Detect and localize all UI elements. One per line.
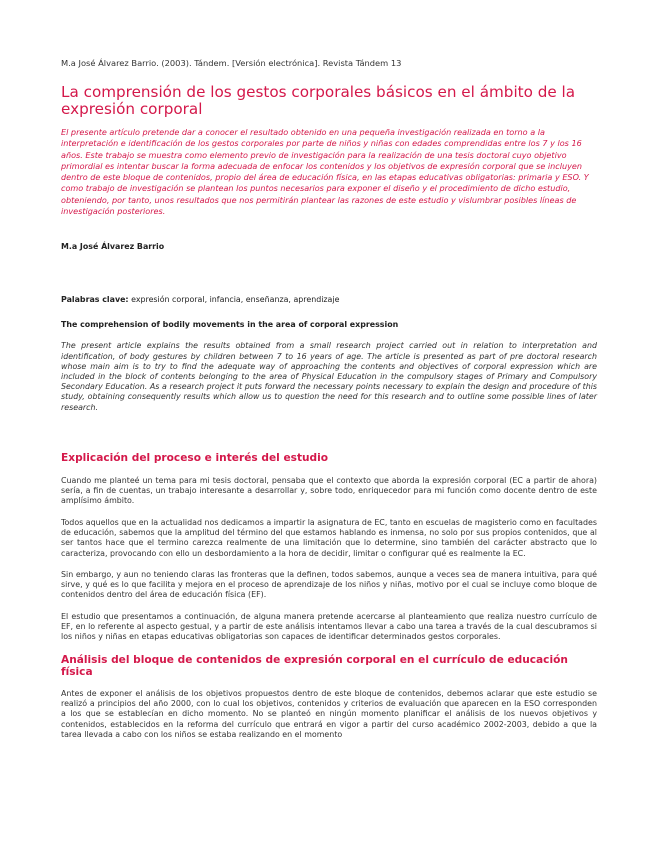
section-heading-process: Explicación del proceso e interés del estudio [61,451,329,464]
article-title: La comprensión de los gestos corporales básicos en el ámbito de la expresión corporal [61,83,576,118]
english-abstract: The present article explains the results obtained from a small research project carried out in relation to interpretation and identification, of body gestures by children between 7 to 16 years of age. The article is presented as part of pre doctoral research whose main aim is to try to find the adequate way of approaching the contents and objectives of corporal expression which are included in the block of contents belonging to the area of Physical Education in the compulsory stages of Primary and Compulsory Secondary Education. As a research project it puts forward the necessary points necessary to explain the design and procedure of this study, obtaining consequently results which allow us to question the need for this research and to outline some possible lines of later research. [61,341,597,412]
citation-line: M.a José Álvarez Barrio. (2003). Tándem. [Versión electrónica]. Revista Tándem 13 [61,58,402,68]
keywords-text: expresión corporal, infancia, enseñanza, aprendizaje [128,295,340,305]
english-title: The comprehension of bodily movements in the area of corporal expression [61,320,399,330]
paragraph: Sin embargo, y aun no teniendo claras las fronteras que la definen, todos sabemos, aunque a veces sea de manera intuitiva, para qué sirve, y qué es lo que facilita y mejora en el proceso de aprendizaje de los niños y niñas, motivo por el cual se incluye como bloque de contenidos dentro del área de educación física (EF). [61,569,597,600]
keywords-label: Palabras clave: [61,295,129,305]
paragraph: Todos aquellos que en la actualidad nos dedicamos a impartir la asignatura de EC, tanto en escuelas de magisterio como en facultades de educación, sabemos que la amplitud del término del que estamos hablando es inmensa, no solo por sus propios contenidos, que al ser tantos hace que el termino carezca realmente de una limitación que lo determine, sino también del carácter abstracto que lo caracteriza, provocando con ello un desbordamiento a la hora de decidir, limitar o configurar qué es realmente la EC. [61,517,597,558]
paragraph: Antes de exponer el análisis de los objetivos propuestos dentro de este bloque de contenidos, debemos aclarar que este estudio se realizó a principios del año 2000, con lo cual los objetivos, contenidos y criterios de evaluación que aparecen en la ESO corresponden a los que se establecían en dicho momento. No se planteó en ningún momento planificar el análisis de los nuevos objetivos y contenidos, establecidos en la reforma del currículo que entrará en vigor a partir del curso académico 2002-2003, debido a que la tarea llevada a cabo con los niños se estaba realizando en el momento [61,688,597,739]
spanish-abstract: El presente artículo pretende dar a conocer el resultado obtenido en una pequeña investigación realizada en torno a la interpretación e identificación de los gestos corporales por parte de niños y niñas con edades comprendidas entre los 7 y los 16 años. Este trabajo se muestra como elemento previo de investigación para la realización de una tesis doctoral cuyo objetivo primordial es intentar buscar la forma adecuada de enfocar los contenidos y los objetivos de expresión corporal que se incluyen dentro de este bloque de contenidos, propio del área de educación física, en las etapas educativas obligatorias: primaria y ESO. Y como trabajo de investigación se plantean los puntos necesarios para exponer el diseño y el procedimiento de dicho estudio, obteniendo, por tanto, unos resultados que nos permitirán plantear las razones de este estudio y vislumbrar posibles líneas de investigación posteriores. [61,127,589,217]
section-heading-analysis: Análisis del bloque de contenidos de expresión corporal en el currículo de educación física [61,653,568,678]
paragraph: Cuando me planteé un tema para mi tesis doctoral, pensaba que el contexto que aborda la expresión corporal (EC a partir de ahora) sería, a fin de cuentas, un trabajo interesante a desarrollar y, sobre todo, enriquecedor para mi función como docente dentro de este amplísimo ámbito. [61,475,597,506]
author-name: M.a José Álvarez Barrio [61,242,165,252]
paragraph: El estudio que presentamos a continuación, de alguna manera pretende acercarse al planteamiento que realiza nuestro currículo de EF, en lo referente al aspecto gestual, y a partir de este análisis intentamos llevar a cabo una tarea a través de la cual descubramos si los niños y niñas en etapas educativas obligatorias son capaces de identificar determinados gestos corporales. [61,611,597,642]
keywords [61,295,597,304]
